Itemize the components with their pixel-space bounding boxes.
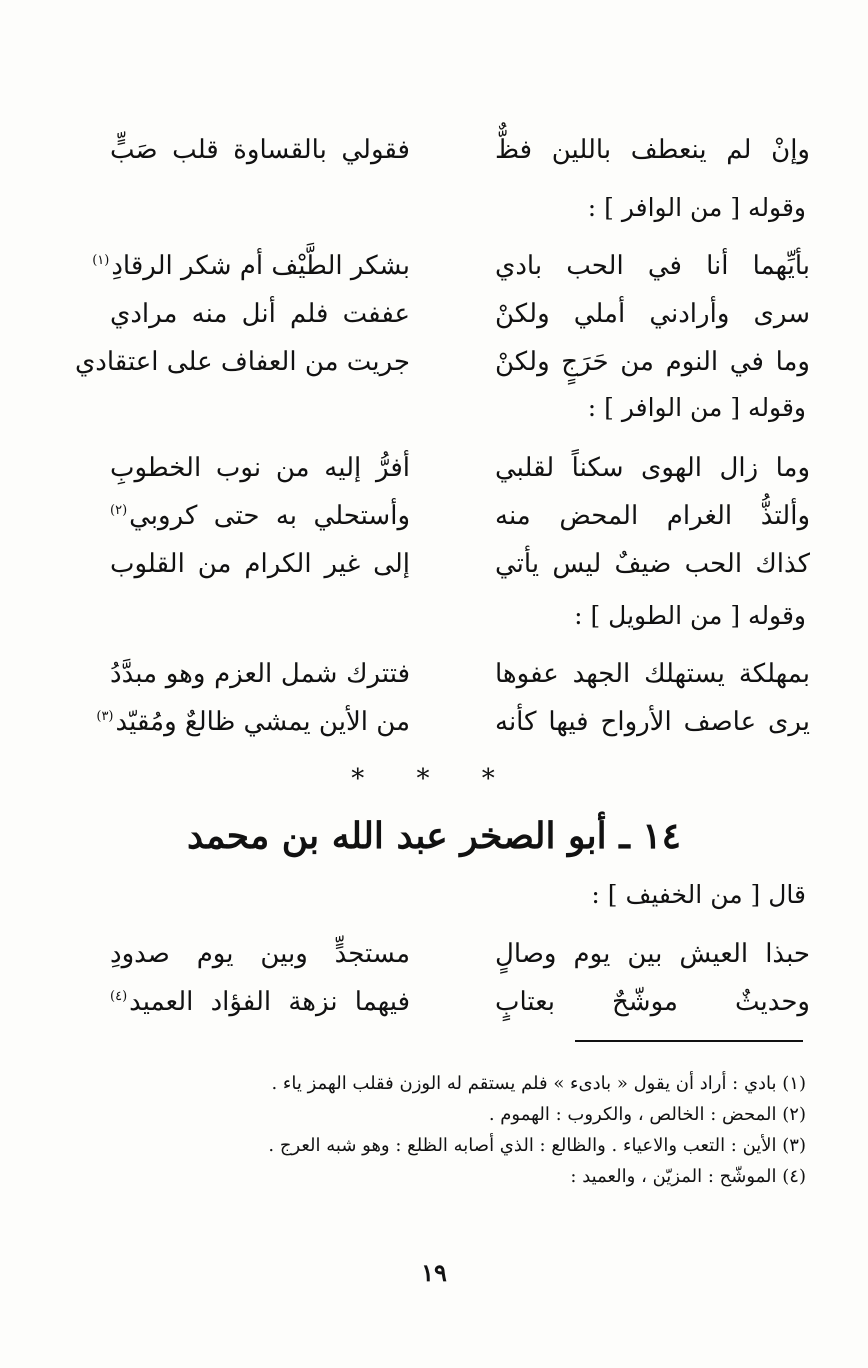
- section-divider-stars: * * *: [351, 764, 517, 794]
- verse-line: [74, 338, 810, 386]
- verse-block-2: [110, 444, 810, 588]
- first-hemistich: كذاك الحب ضيفٌ ليس يأتي: [495, 549, 810, 579]
- second-hemistich: فقولي بالقساوة قلب صَبٍّ: [110, 135, 410, 165]
- second-hemistich: جريت من العفاف على اعتقادي: [74, 347, 410, 377]
- verse-line: [110, 444, 810, 492]
- second-hemistich: فيهما نزهة الفؤاد العميد$^{(٤)}$: [110, 987, 410, 1017]
- poem-intro-2: وقوله [ من الوافر ] :: [587, 393, 806, 422]
- footnote: (٣) الأين : التعب والاعياء . والظالع : الذي أصابه الظلع : وهو شبه العرج .: [268, 1135, 806, 1156]
- poem-intro-3: وقوله [ من الطويل ] :: [574, 601, 806, 630]
- verse-block-3: [96, 650, 810, 746]
- second-hemistich: إلى غير الكرام من القلوب: [110, 549, 410, 579]
- verse-line: [92, 242, 810, 290]
- first-hemistich: سرى وأرادني أملي ولكنْ: [495, 299, 810, 329]
- verse-line: [96, 698, 810, 746]
- verse-line: [110, 978, 810, 1026]
- footnote-ref: (٤): [110, 989, 128, 1005]
- second-hemistich: عففت فلم أنل منه مرادي: [110, 299, 410, 329]
- section-heading: ١٤ ـ أبو الصخر عبد الله بن محمد: [187, 815, 681, 857]
- verse-line: [110, 650, 810, 698]
- first-hemistich: وحديثٌ موشّحٌ بعتابٍ: [495, 987, 810, 1017]
- verse-line: [110, 290, 810, 338]
- footnote: (١) بادي : أراد أن يقول « بادىء » فلم يستقم له الوزن فقلب الهمز ياء .: [271, 1073, 806, 1094]
- second-hemistich: فتترك شمل العزم وهو مبدَّدُ: [110, 659, 410, 689]
- first-hemistich: حبذا العيش بين يوم وصالٍ: [495, 939, 810, 969]
- footnotes: [186, 1068, 806, 1192]
- verse-block-4: [110, 930, 810, 1026]
- second-hemistich: بشكر الطَّيْف أم شكر الرقادِ$^{(١)}$: [92, 251, 410, 281]
- verse-block-1: [74, 242, 810, 386]
- footnote-ref: (١): [92, 253, 110, 269]
- verse-line: [110, 540, 810, 588]
- second-hemistich: أفرُّ إليه من نوب الخطوبِ: [110, 453, 410, 483]
- footnote-separator: [575, 1040, 803, 1042]
- second-hemistich: من الأين يمشي ظالعٌ ومُقيّد$^{(٣)}$: [96, 707, 410, 737]
- second-hemistich: مستجدٍّ وبين يوم صدودِ: [110, 939, 410, 969]
- verse-line: [110, 126, 810, 174]
- footnote-ref: (٢): [110, 503, 128, 519]
- first-hemistich: وما زال الهوى سكناً لقلبي: [495, 453, 810, 483]
- page-number: ١٩: [421, 1258, 447, 1287]
- poem-intro-1: وقوله [ من الوافر ] :: [587, 193, 806, 222]
- first-hemistich: بأيِّهما أنا في الحب بادي: [495, 251, 810, 281]
- footnote-ref: (٣): [96, 709, 114, 725]
- poem-intro-4: قال [ من الخفيف ] :: [591, 880, 806, 909]
- verse-line: [110, 492, 810, 540]
- first-hemistich: وما في النوم من حَرَجٍ ولكنْ: [495, 347, 810, 377]
- footnote: (٢) المحض : الخالص ، والكروب : الهموم .: [488, 1104, 806, 1125]
- first-hemistich: وإنْ لم ينعطف باللين فظٌّ: [495, 135, 810, 165]
- first-hemistich: يرى عاصف الأرواح فيها كأنه: [495, 707, 810, 737]
- footnote: (٤) الموشّح : المزيّن ، والعميد :: [570, 1166, 806, 1187]
- verse-line: [110, 930, 810, 978]
- first-hemistich: بمهلكة يستهلك الجهد عفوها: [495, 659, 810, 689]
- first-hemistich: وألتذُّ الغرام المحض منه: [495, 501, 810, 531]
- second-hemistich: وأستحلي به حتى كروبي$^{(٢)}$: [110, 501, 410, 531]
- verse-block-top: [110, 126, 810, 174]
